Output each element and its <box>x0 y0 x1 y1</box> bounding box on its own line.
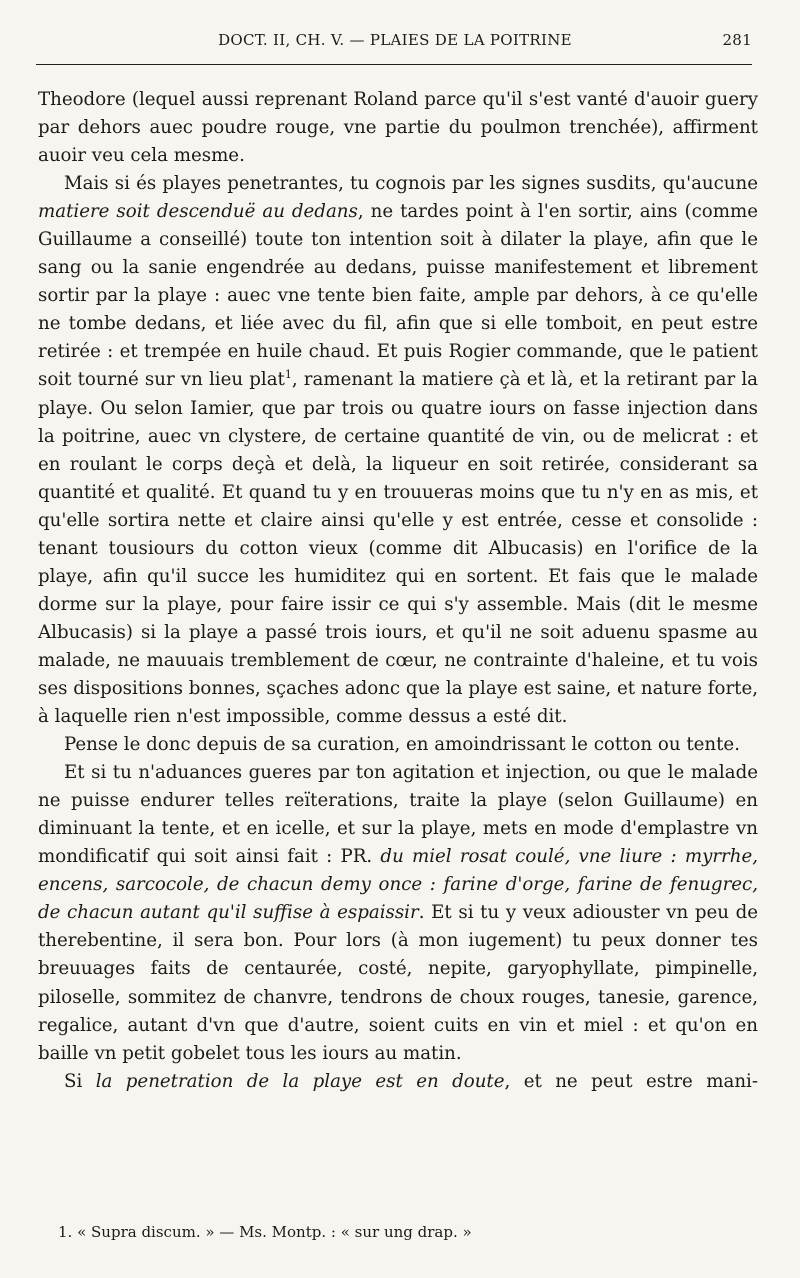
text-run: Si <box>64 1070 96 1092</box>
text-run: . Et si tu y veux adiouster vn peu de therebentine, il sera bon. Pour lors (à mon iugement) tu peux donner tes breuuages faits de centaurée, costé, nepite, garyophyllate, pimpinelle, piloselle, sommitez de chanvre, tendrons de choux rouges, tanesie, garence, regalice, autant d'vn que d'autre, soient cuits en vin et miel : et qu'on en baille vn petit gobelet tous les iours au matin. <box>38 902 758 1064</box>
italic-text: du miel rosat coulé, vne liure : myrrhe, encens, sarcocole, de chacun demy once : farine d'orge, farine de fenugrec, de chacun autant qu'il suffise à espaissir <box>38 846 758 924</box>
paragraph <box>38 86 758 170</box>
footnote-marker: 1 <box>284 368 292 382</box>
paragraph <box>38 731 758 759</box>
text-run: , et ne peut estre mani- <box>504 1070 758 1092</box>
text-run: , ramenant la matiere çà et là, et la retirant par la playe. Ou selon Iamier, que par trois ou quatre iours on fasse injection dans la poitrine, auec vn clystere, de certaine quantité de vin, ou de melicrat : et en roulant le corps deçà et delà, la liqueur en soit retirée, considerant sa quantité et qualité. Et quand tu y en trouueras moins que tu n'y en as mis, et qu'elle sortira nette et claire ainsi qu'elle y est entrée, cesse et consolide : tenant tousiours du cotton vieux (comme dit Albucasis) en l'orifice de la playe, afin qu'il succe les humiditez qui en sortent. Et fais que le malade dorme sur la playe, pour faire issir ce qui s'y assemble. Mais (dit le mesme Albucasis) si la playe a passé trois iours, et qu'il ne soit aduenu spasme au malade, ne mauuais tremblement de cœur, ne contrainte d'haleine, et tu vois ses dispositions bonnes, sçaches adonc que la playe est saine, et nature forte, à laquelle rien n'est impossible, comme dessus a esté dit. <box>38 369 758 728</box>
text-run: Mais si és playes penetrantes, tu cognois par les signes susdits, qu'aucune <box>64 173 758 195</box>
running-title: DOCT. II, CH. V. — PLAIES DE LA POITRINE <box>218 31 572 49</box>
paragraph <box>38 759 758 1068</box>
page-number: 281 <box>722 31 752 49</box>
text-run: Theodore (lequel aussi reprenant Roland parce qu'il s'est vanté d'auoir guery par dehors auec poudre rouge, vne partie du poulmon trenchée), affirment auoir veu cela mesme. <box>38 89 758 167</box>
paragraph <box>38 1068 758 1096</box>
italic-text: matiere soit descenduë au dedans <box>38 201 358 223</box>
italic-text: la penetration de la playe est en doute <box>95 1070 505 1092</box>
running-header <box>38 31 752 55</box>
body-text <box>38 86 758 1096</box>
header-rule <box>36 64 752 65</box>
footnote: 1. « Supra discum. » — Ms. Montp. : « sur ung drap. » <box>58 1223 472 1241</box>
paragraph <box>38 170 758 731</box>
text-run: , ne tardes point à l'en sortir, ains (comme Guillaume a conseillé) toute ton intention soit à dilater la playe, afin que le sang ou la sanie engendrée au dedans, puisse manifestement et librement sortir par la playe : auec vne tente bien faite, ample par dehors, à ce qu'elle ne tombe dedans, et liée avec du fil, afin que si elle tomboit, en peut estre retirée : et trempée en huile chaud. Et puis Rogier commande, que le patient soit tourné sur vn lieu plat <box>38 201 758 391</box>
text-run: Pense le donc depuis de sa curation, en amoindrissant le cotton ou tente. <box>64 734 740 756</box>
text-run: Et si tu n'aduances gueres par ton agitation et injection, ou que le malade ne puisse endurer telles reïterations, traite la playe (selon Guillaume) en diminuant la tente, et en icelle, et sur la playe, mets en mode d'emplastre vn mondificatif qui soit ainsi fait : PR. <box>38 762 758 868</box>
